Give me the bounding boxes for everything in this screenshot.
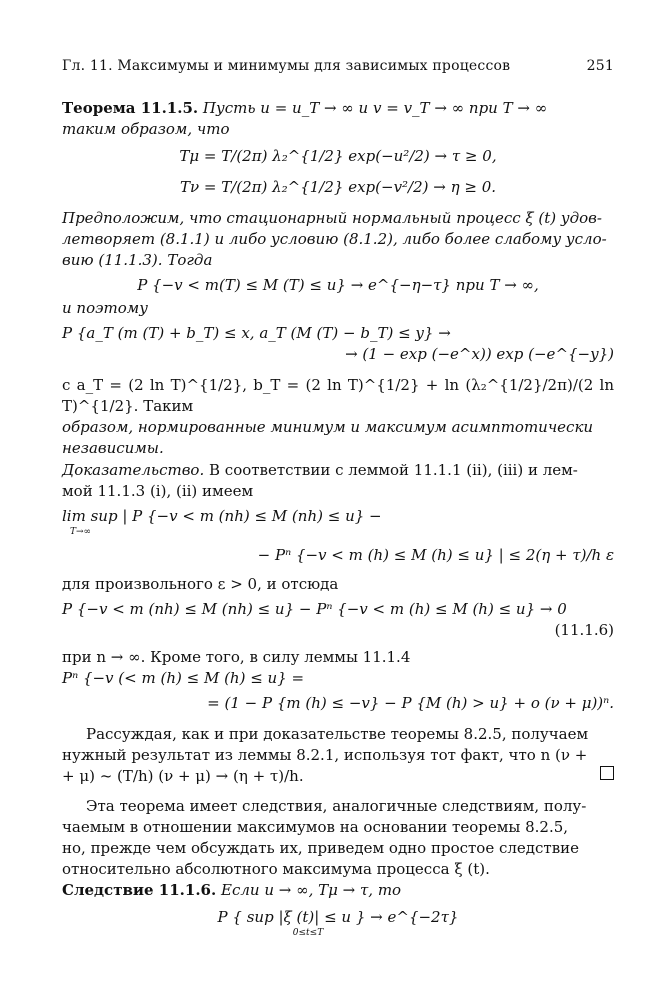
corollary-label: Следствие 11.1.6.: [62, 881, 217, 899]
proof-text-2: мой 11.1.3 (i), (ii) имеем: [62, 482, 254, 500]
equation-sup-sub: 0≤t≤T: [292, 928, 324, 938]
chapter-title: Гл. 11. Максимумы и минимумы для зависимых процессов: [62, 58, 511, 74]
therefore-text: и поэтому: [62, 299, 148, 317]
remark-line-4: относительно абсолютного максимума процесса ξ (t).: [62, 860, 490, 878]
proof-text-6: нужный результат из леммы 8.2.1, используя тот факт, что n (ν +: [62, 746, 588, 764]
theorem-label: Теорема 11.1.5.: [62, 99, 199, 117]
equation-limsup-b: − Pⁿ {−v < m (h) ≤ M (h) ≤ u} | ≤ 2(η + τ)/h ε: [257, 546, 614, 564]
normalization-line-1: с a_T = (2 ln T)^{1/2}, b_T = (2 ln T)^{1/2} + ln (λ₂^{1/2}/2π)/(2 ln T)^{1/2}. Таким: [62, 376, 614, 415]
assumption-line-3: вию (11.1.3). Тогда: [62, 251, 213, 269]
assumption-line-2: летворяет (8.1.1) и либо условию (8.1.2), либо более слабому усло-: [62, 230, 607, 248]
remark-block: [62, 796, 614, 880]
normalization-line-2: образом, нормированные минимум и максимум асимптотически: [62, 418, 594, 436]
remark-line-1: Эта теорема имеет следствия, аналогичные следствиям, полу-: [86, 797, 587, 815]
running-header: [62, 58, 614, 74]
equation-power-a: Pⁿ {−v (< m (h) ≤ M (h) ≤ u} =: [62, 669, 305, 687]
normalization-line-3: независимы.: [62, 439, 164, 457]
equation-joint-a: P {a_T (m (T) + b_T) ≤ x, a_T (M (T) − b_T) ≤ y} →: [62, 324, 451, 342]
assumption-line-1: Предположим, что стационарный нормальный процесс ξ (t) удов-: [62, 209, 602, 227]
corollary-statement: Если u → ∞, Tμ → τ, то: [221, 881, 402, 899]
corollary-block: [62, 880, 614, 938]
theorem-intro-2: таким образом, что: [62, 120, 230, 138]
equation-joint-b: → (1 − exp (−e^x)) exp (−e^{−y}): [345, 345, 614, 363]
proof-text-4: при n → ∞. Кроме того, в силу леммы 11.1.4: [62, 648, 411, 666]
page: [62, 58, 614, 74]
equation-t-mu: Tμ = T/(2π) λ₂^{1/2} exp(−u²/2) → τ ≥ 0,: [179, 147, 497, 165]
remark-line-2: чаемым в отношении максимумов на основании теоремы 8.2.5,: [62, 818, 569, 836]
proof-text-1: В соответствии с леммой 11.1.1 (ii), (iii) и лем-: [204, 461, 578, 479]
equation-difference: P {−v < m (nh) ≤ M (nh) ≤ u} − Pⁿ {−v < m (h) ≤ M (h) ≤ u} → 0: [62, 600, 567, 618]
equation-number: (11.1.6): [554, 621, 614, 639]
equation-power-b: = (1 − P {m (h) ≤ −v} − P {M (h) > u} + o (ν + μ))ⁿ.: [207, 694, 614, 712]
qed-square-icon: [600, 766, 614, 780]
proof-block: [62, 460, 614, 787]
theorem-block: [62, 98, 614, 459]
theorem-intro: Пусть u = u_T → ∞ и v = v_T → ∞ при T → ∞: [202, 99, 548, 117]
equation-limsup-sub: T→∞: [70, 527, 92, 537]
proof-label: Доказательство.: [62, 461, 205, 479]
remark-line-3: но, прежде чем обсуждать их, приведем одно простое следствие: [62, 839, 580, 857]
equation-t-nu: Tν = T/(2π) λ₂^{1/2} exp(−v²/2) → η ≥ 0.: [179, 178, 497, 196]
page-number: 251: [586, 58, 614, 74]
proof-text-3: для произвольного ε > 0, и отсюда: [62, 575, 339, 593]
equation-limit: P {−v < m(T) ≤ M (T) ≤ u} → e^{−η−τ} при T → ∞,: [137, 276, 539, 294]
proof-text-7: + μ) ~ (T/h) (ν + μ) → (η + τ)/h.: [62, 767, 304, 785]
proof-text-5: Рассуждая, как и при доказательстве теоремы 8.2.5, получаем: [86, 725, 589, 743]
equation-sup: P { sup |ξ (t)| ≤ u } → e^{−2τ}: [217, 908, 459, 926]
equation-limsup-a: lim sup | P {−v < m (nh) ≤ M (nh) ≤ u} −: [62, 507, 382, 525]
